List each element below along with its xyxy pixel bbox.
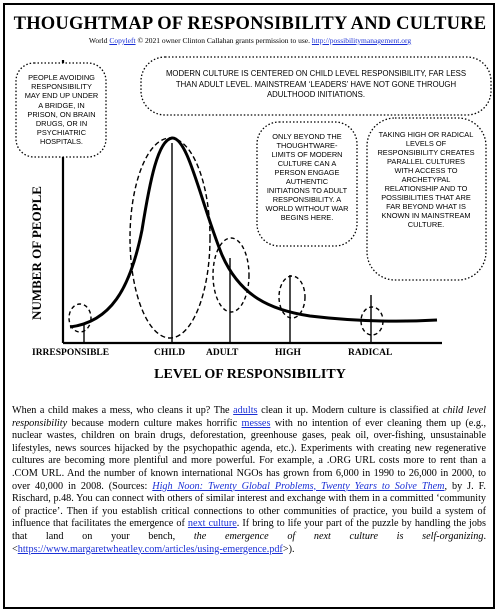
body-text: . < [12, 530, 486, 555]
tick-label-radical: RADICAL [348, 348, 393, 358]
body-text: . If bring to life your part of the puzzle by handling the jobs that land on your bench, [12, 518, 486, 542]
child-ellipse [130, 138, 210, 338]
explanation-paragraph [12, 405, 486, 556]
body-text: clean it up. Modern culture is classified at [257, 405, 443, 416]
copyleft-link[interactable]: Copyleft [109, 36, 136, 45]
website-link[interactable]: http://possibilitymanagement.org [311, 36, 412, 45]
tick-label-high: HIGH [275, 348, 301, 358]
x-axis-label: LEVEL OF RESPONSIBILITY [154, 367, 346, 382]
high-noon-link[interactable]: High Noon: Twenty Global Problems, Twenty Years to Solve Them [152, 480, 445, 492]
next-culture-link[interactable]: next culture [187, 518, 237, 530]
credit-text: © 2021 owner Clinton Callahan grants permission to use. [135, 36, 312, 45]
tick-label-adult: ADULT [206, 348, 239, 358]
credit-prefix: World [88, 36, 110, 45]
y-axis-label: NUMBER OF PEOPLE [29, 186, 44, 320]
irresponsible-ellipse [69, 304, 91, 332]
body-text: with no intention of ever cleaning them up (e.g., nuclear wastes, children on brain drugs, deforestation, greenhouse gases, peak oil, over-fishing, unsustainable lifestyles, news sources hijacked by the psychopathic agenda, etc.). Experiments with creating new regenerative cultures are becoming more plentiful and more powerful. For example, a .ORG URL costs more to rent than a .COM URL. And the number of known international NGOs has grown from 6,000 in 1990 to 26,000 in 2000, to over 40,000 in 2008. (Sources: [12, 417, 487, 492]
body-emphasis: the emergence of next culture is self-organizing [193, 530, 484, 542]
messes-link[interactable]: messes [241, 417, 271, 429]
body-text: When a child makes a mess, who cleans it up? The [12, 405, 234, 416]
middle-callout-text: ONLY BEYOND THE THOUGHTWARE-LIMITS OF MODERN CULTURE CAN A PERSON ENGAGE AUTHENTIC INITIATIONS TO ADULT RESPONSIBILITY. A WORLD WITHOUT WAR BEGINS HERE. [265, 132, 349, 222]
adults-link[interactable]: adults [233, 405, 258, 416]
body-text: , by J. F. Rischard, p.48. You can connect with others of similar interest and exchange with them in a committed ‘community of practice’. Then if you establish critical connections to other communities of practice, you build a system of influence that facilitates the emergence of [12, 480, 486, 530]
body-emphasis: child level responsibility [12, 405, 486, 429]
tick-label-child: CHILD [154, 348, 186, 358]
left-callout-text: PEOPLE AVOIDING RESPONSIBILITY MAY END UP UNDER A BRIDGE, IN PRISON, ON BRAIN DRUGS, OR IN PSYCHIATRIC HOSPITALS. [24, 73, 99, 147]
page-title: THOUGHTMAP OF RESPONSIBILITY AND CULTURE [13, 14, 487, 34]
wheatley-article-link[interactable]: https://www.margaretwheatley.com/articles/using-emergence.pdf [17, 543, 283, 555]
body-text: >). [282, 543, 295, 555]
body-text: because modern culture makes horrific [67, 417, 242, 429]
tick-label-irresponsible: IRRESPONSIBLE [32, 348, 110, 358]
top-callout-text: MODERN CULTURE IS CENTERED ON CHILD LEVEL RESPONSIBILITY, FAR LESS THAN ADULT LEVEL. MAINSTREAM ‘LEADERS’ HAVE NOT GONE THROUGH ADULTHOOD INITIATIONS. [165, 69, 467, 99]
right-callout-text: TAKING HIGH OR RADICAL LEVELS OF RESPONSIBILITY CREATES PARALLEL CULTURES WITH ACCESS TO ARCHETYPAL RELATIONSHIP AND TO POSSIBILITIES THAT ARE FAR BEYOND WHAT IS KNOWN IN MAINSTREAM CULTURE. [377, 130, 475, 229]
adult-ellipse [213, 238, 249, 312]
